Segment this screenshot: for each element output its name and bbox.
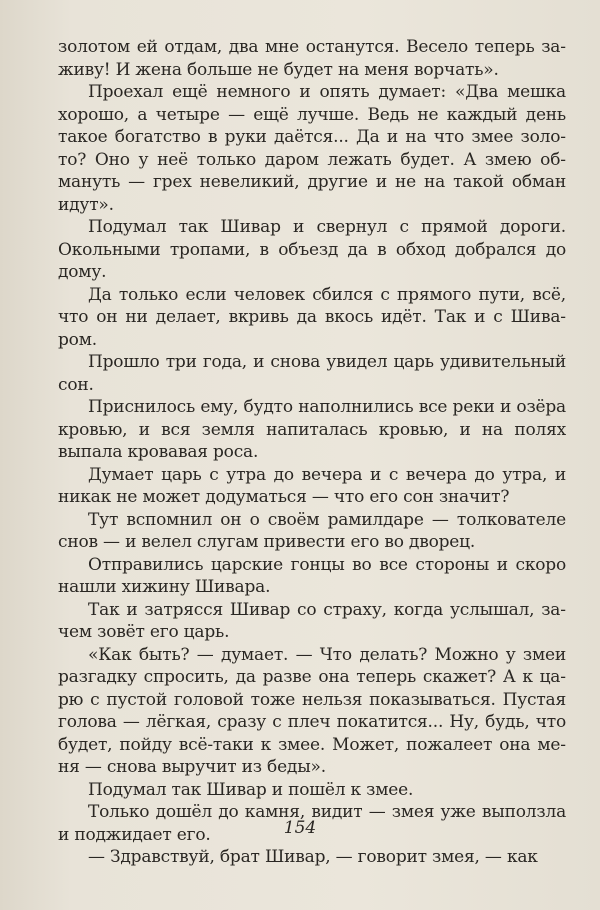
paragraph: «Как быть? — думает. — Что делать? Можно у змеи разгадку спросить, да разве она теперь скажет? А к царю с пустой головой тоже нельзя показываться. Пустая голова — лёгкая, сразу с плеч покатится... Ну, будь, что будет, пойду всё-таки к змее. Может, пожалеет она меня — снова выручит из беды». bbox=[58, 644, 566, 777]
body-text bbox=[58, 36, 566, 869]
paragraph: Отправились царские гонцы во все стороны и скоро нашли хижину Шивара. bbox=[58, 554, 566, 597]
paragraph: Да только если человек сбился с прямого пути, всё, что он ни делает, вкривь да вкось идёт. Так и с Шиваром. bbox=[58, 284, 566, 350]
paragraph: золотом ей отдам, два мне останутся. Весело теперь заживу! И жена больше не будет на меня ворчать». bbox=[58, 37, 566, 80]
paragraph: Так и затрясся Шивар со страху, когда услышал, зачем зовёт его царь. bbox=[58, 599, 566, 642]
page-number: 154 bbox=[283, 818, 317, 838]
paragraph: Проехал ещё немного и опять думает: «Два мешка хорошо, а четыре — ещё лучше. Ведь не каждый день такое богатство в руки даётся... Да и на что змее золото? Оно у неё только даром лежать будет. А змею обмануть — грех невеликий, другие и не на такой обман идут». bbox=[58, 82, 566, 215]
paragraph: — Здравствуй, брат Шивар, — говорит змея, — как bbox=[88, 847, 538, 867]
paragraph: Подумал так Шивар и свернул с прямой дороги. Окольными тропами, в объезд да в обход добрался до дому. bbox=[58, 217, 566, 282]
paragraph: Приснилось ему, будто наполнились все реки и озёра кровью, и вся земля напиталась кровью, и на полях выпала кровавая роса. bbox=[58, 397, 566, 462]
paragraph: Только дошёл до камня, видит — змея уже выползла и поджидает его. bbox=[58, 802, 566, 845]
paragraph: Прошло три года, и снова увидел царь удивительный сон. bbox=[58, 352, 566, 395]
paragraph: Думает царь с утра до вечера и с вечера до утра, и никак не может додуматься — что его сон значит? bbox=[58, 464, 566, 507]
paragraph: Тут вспомнил он о своём рамилдаре — толкователе снов — и велел слугам привести его во дворец. bbox=[58, 509, 566, 552]
paragraph: Подумал так Шивар и пошёл к змее. bbox=[88, 779, 414, 800]
